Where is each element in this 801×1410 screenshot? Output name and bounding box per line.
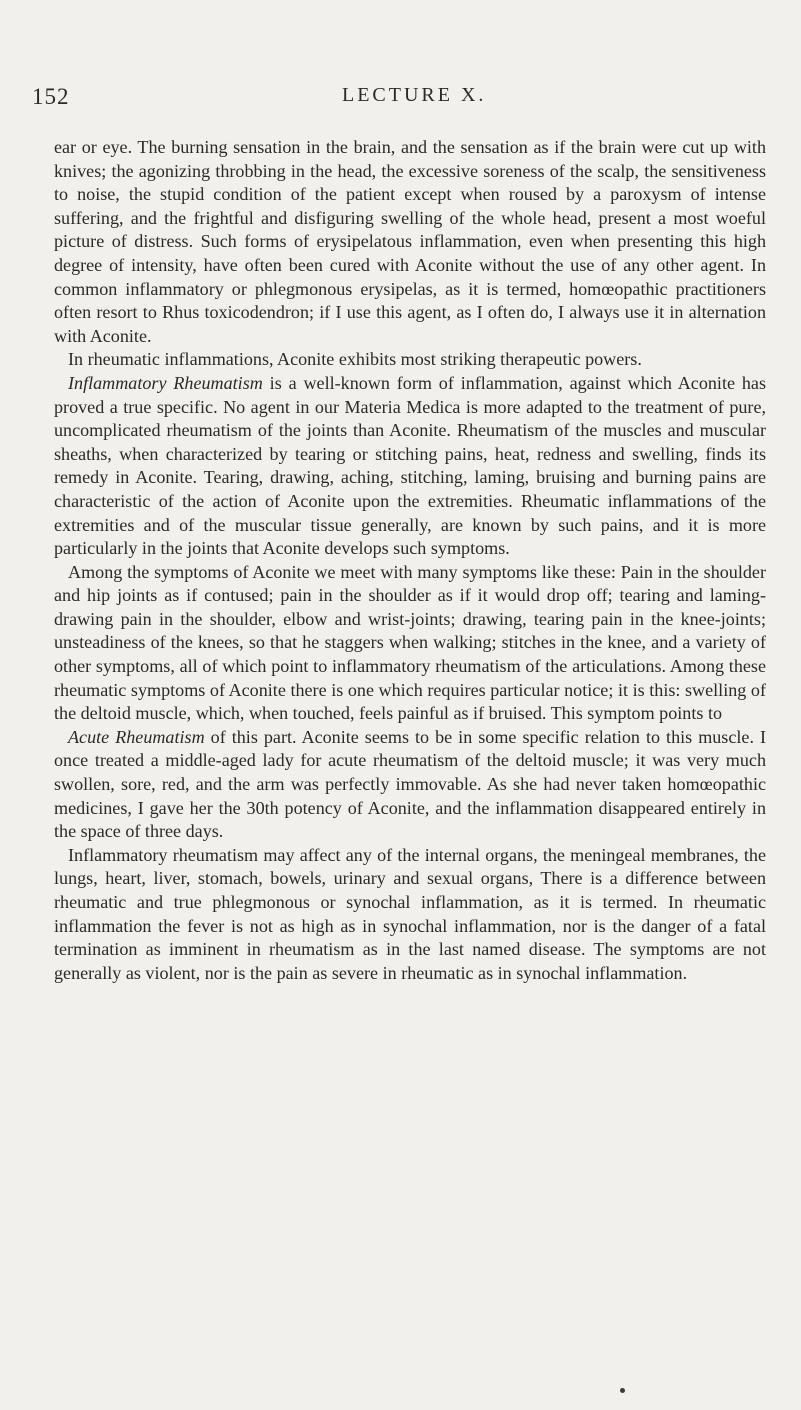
paragraph-text: Among the symptoms of Aconite we meet with many symptoms like these: Pain in the shoulder and hip joints as if contused; pain in the shoulder as if it would drop off; tearing and laming-drawing pain in the shoulder, elbow and wrist-joints; drawing, tearing pain in the knee-joints; unsteadiness of the knees, so that he staggers when walking; stitches in the knee, and a variety of other symptoms, all of which point to inflammatory rheumatism of the articulations. Among these rheumatic symptoms of Aconite there is one which requires particular notice; it is this: swelling of the deltoid muscle, which, when touched, feels painful as if bruised. This symptom points to — [54, 561, 766, 724]
paragraph-inflammatory-rheumatism — [54, 372, 766, 561]
paragraph-rheumatic-intro — [54, 348, 766, 372]
paragraph-text: In rheumatic inflammations, Aconite exhibits most striking therapeutic powers. — [68, 349, 642, 370]
italic-heading: Acute Rheumatism — [68, 726, 205, 747]
italic-heading: Inflammatory Rheumatism — [68, 372, 263, 393]
paragraph-internal-organs — [54, 844, 766, 986]
paragraph-text: of this part. Aconite seems to be in some specific relation to this muscle. I once treated a middle-aged lady for acute rheumatism of the deltoid muscle; it was very much swollen, sore, red, and the arm was perfectly immovable. As she had never taken homœopathic medicines, I gave her the 30th potency of Aconite, and the inflammation disappeared entirely in the space of three days. — [54, 726, 766, 842]
body-text — [54, 136, 766, 985]
paragraph-text: is a well-known form of inflammation, against which Aconite has proved a true specific. No agent in our Materia Medica is more adapted to the treatment of pure, uncomplicated rheumatism of the joints than Aconite. Rheumatism of the muscles and muscular sheaths, when characterized by tearing or stitching pains, heat, redness and swelling, finds its remedy in Aconite. Tearing, drawing, aching, stitching, laming, bruising and burning pains are characteristic of the action of Aconite upon the extremities. Rheumatic inflammations of the extremities and of the muscular tissue generally, are known by such pains, and it is more particularly in the joints that Aconite develops such symptoms. — [54, 372, 766, 559]
paragraph-erysipelas — [54, 136, 766, 348]
page-header — [0, 84, 801, 114]
page-number: 152 — [32, 84, 70, 109]
paragraph-text: Inflammatory rheumatism may affect any of the internal organs, the meningeal membranes, the lungs, heart, liver, stomach, bowels, urinary and sexual organs, There is a difference between rheumatic and true phlegmonous or synochal inflammation, as it is termed. In rheumatic inflammation the fever is not as high as in synochal inflammation, nor is the danger of a fatal termination as imminent in rheumatism as in the last named disease. The symptoms are not generally as violent, nor is the pain as severe in rheumatic as in synochal inflammation. — [54, 844, 766, 983]
paragraph-text: ear or eye. The burning sensation in the brain, and the sensation as if the brain were cut up with knives; the agonizing throbbing in the head, the excessive soreness of the scalp, the sensitiveness to noise, the stupid condition of the patient except when roused by a paroxysm of intense suffering, and the frightful and disfiguring swelling of the whole head, present a most woeful picture of distress. Such forms of erysipelatous inflammation, even when presenting this high degree of intensity, have often been cured with Aconite without the use of any other agent. In common inflammatory or phlegmonous erysipelas, as it is termed, homœopathic practitioners often resort to Rhus toxicodendron; if I use this agent, as I often do, I always use it in alternation with Aconite. — [54, 137, 766, 346]
running-head: LECTURE X. — [342, 84, 487, 106]
paragraph-symptoms — [54, 561, 766, 726]
paragraph-acute-rheumatism — [54, 726, 766, 844]
printer-mark — [620, 1388, 625, 1393]
